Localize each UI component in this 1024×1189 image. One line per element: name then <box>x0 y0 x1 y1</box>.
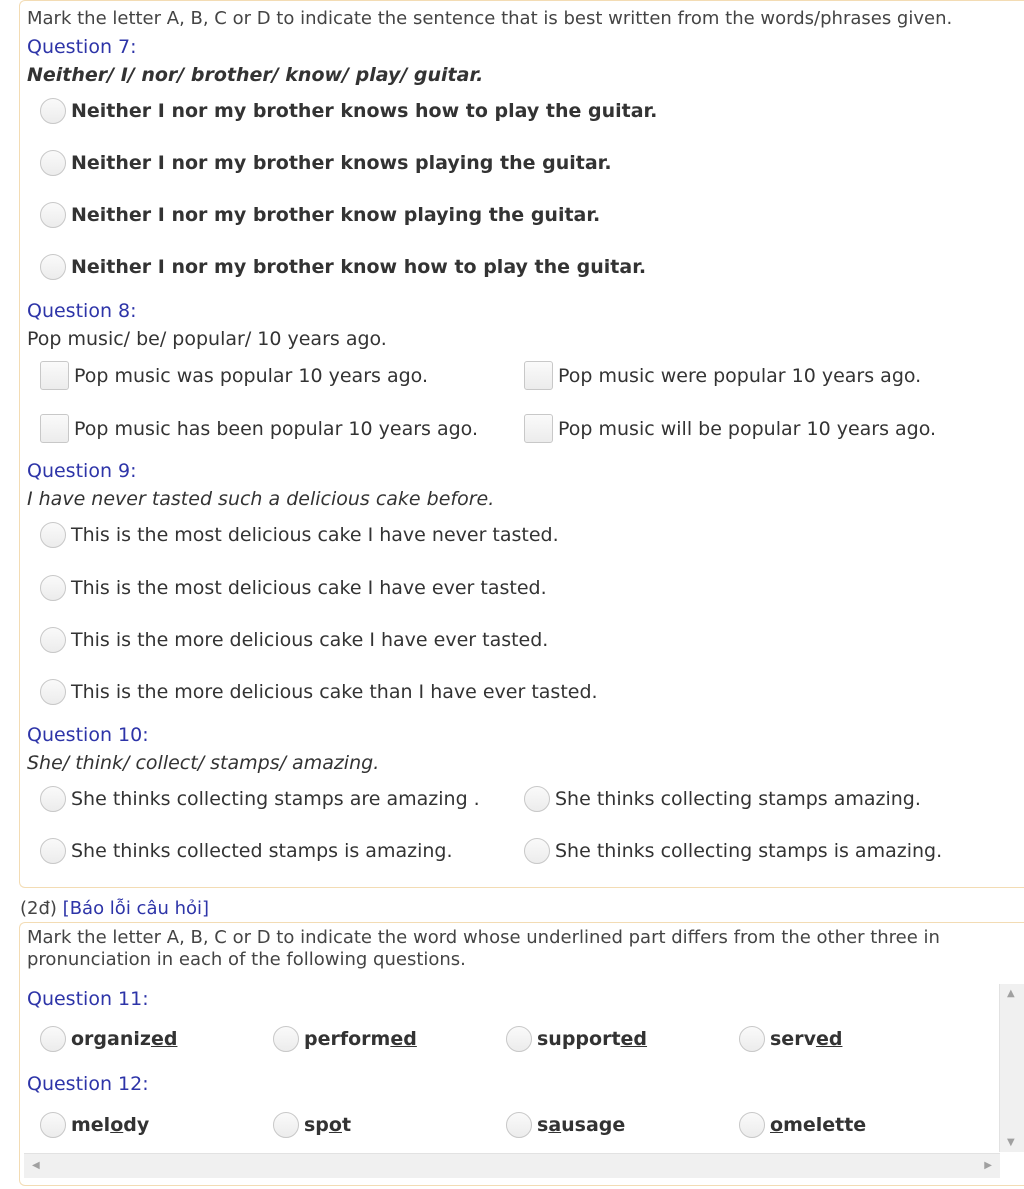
q12-option-a[interactable] <box>40 1112 149 1138</box>
question-8-prompt: Pop music/ be/ popular/ 10 years ago. <box>27 328 387 350</box>
radio-button[interactable] <box>524 786 550 812</box>
question-10-title: Question 10: <box>27 724 149 746</box>
radio-button[interactable] <box>40 254 66 280</box>
scroll-left-arrow-icon[interactable]: ◀ <box>32 1160 40 1171</box>
q9-option-d[interactable] <box>40 679 598 705</box>
radio-button[interactable] <box>273 1026 299 1052</box>
radio-button[interactable] <box>40 679 66 705</box>
q11-option-a-label: organized <box>71 1028 178 1050</box>
radio-button[interactable] <box>506 1112 532 1138</box>
section1-instruction: Mark the letter A, B, C or D to indicate the sentence that is best written from the words/phrases given. <box>27 8 953 29</box>
q12-option-b-label: spot <box>304 1114 352 1136</box>
radio-button[interactable] <box>739 1112 765 1138</box>
checkbox[interactable] <box>40 361 69 390</box>
radio-button[interactable] <box>40 1026 66 1052</box>
score-label <box>20 898 209 919</box>
report-error-link[interactable]: [Báo lỗi câu hỏi] <box>62 898 210 919</box>
q8-option-a[interactable] <box>40 361 428 390</box>
q12-option-d-label: omelette <box>770 1114 867 1136</box>
q9-option-c[interactable] <box>40 627 548 653</box>
question-7-prompt: Neither/ I/ nor/ brother/ know/ play/ guitar. <box>27 64 484 86</box>
q9-option-c-label: This is the more delicious cake I have ever tasted. <box>71 629 549 651</box>
q7-option-c-label: Neither I nor my brother know playing the guitar. <box>71 204 601 226</box>
q12-option-c[interactable] <box>506 1112 625 1138</box>
question-11-title: Question 11: <box>27 988 149 1010</box>
q12-option-c-label: sausage <box>537 1114 626 1136</box>
q7-option-a[interactable] <box>40 98 657 124</box>
question-8-title: Question 8: <box>27 300 137 322</box>
q10-option-b-label: She thinks collecting stamps amazing. <box>555 788 921 810</box>
q10-option-c-label: She thinks collected stamps is amazing. <box>71 840 453 862</box>
question-9-prompt: I have never tasted such a delicious cake before. <box>27 488 495 510</box>
checkbox[interactable] <box>40 414 69 443</box>
q7-option-d-label: Neither I nor my brother know how to play the guitar. <box>71 256 647 278</box>
q12-option-a-label: melody <box>71 1114 150 1136</box>
radio-button[interactable] <box>40 150 66 176</box>
q8-option-b[interactable] <box>524 361 921 390</box>
scroll-down-arrow-icon[interactable]: ▼ <box>1007 1137 1015 1148</box>
q10-option-a-label: She thinks collecting stamps are amazing . <box>71 788 480 810</box>
q11-option-c-label: supported <box>537 1028 648 1050</box>
q10-option-d-label: She thinks collecting stamps is amazing. <box>555 840 943 862</box>
q7-option-a-label: Neither I nor my brother knows how to play the guitar. <box>71 100 658 122</box>
vertical-scrollbar[interactable] <box>999 984 1024 1152</box>
q10-option-d[interactable] <box>524 838 942 864</box>
q8-option-c[interactable] <box>40 414 478 443</box>
q11-option-b[interactable] <box>273 1026 417 1052</box>
radio-button[interactable] <box>273 1112 299 1138</box>
scroll-up-arrow-icon[interactable]: ▲ <box>1007 988 1015 999</box>
q7-option-b-label: Neither I nor my brother knows playing the guitar. <box>71 152 612 174</box>
question-7-title: Question 7: <box>27 36 137 58</box>
horizontal-scrollbar[interactable] <box>24 1153 1000 1178</box>
q9-option-a-label: This is the most delicious cake I have never tasted. <box>71 524 559 546</box>
q8-option-c-label: Pop music has been popular 10 years ago. <box>74 417 479 440</box>
checkbox[interactable] <box>524 361 553 390</box>
radio-button[interactable] <box>739 1026 765 1052</box>
radio-button[interactable] <box>40 627 66 653</box>
q11-option-b-label: performed <box>304 1028 417 1050</box>
q8-option-b-label: Pop music were popular 10 years ago. <box>558 364 922 387</box>
q9-option-a[interactable] <box>40 522 559 548</box>
question-9-title: Question 9: <box>27 460 137 482</box>
question-12-title: Question 12: <box>27 1073 149 1095</box>
q11-option-a[interactable] <box>40 1026 177 1052</box>
q12-option-d[interactable] <box>739 1112 866 1138</box>
radio-button[interactable] <box>40 786 66 812</box>
question-10-prompt: She/ think/ collect/ stamps/ amazing. <box>27 752 380 774</box>
q9-option-b[interactable] <box>40 575 547 601</box>
section2-instruction-line2: pronunciation in each of the following questions. <box>27 949 466 970</box>
q7-option-d[interactable] <box>40 254 646 280</box>
q9-option-d-label: This is the more delicious cake than I have ever tasted. <box>71 681 598 703</box>
score-points: (2đ) <box>20 898 57 919</box>
q10-option-c[interactable] <box>40 838 453 864</box>
q11-option-d-label: served <box>770 1028 843 1050</box>
radio-button[interactable] <box>506 1026 532 1052</box>
q12-option-b[interactable] <box>273 1112 351 1138</box>
scroll-right-arrow-icon[interactable]: ▶ <box>984 1160 992 1171</box>
q10-option-a[interactable] <box>40 786 480 812</box>
radio-button[interactable] <box>524 838 550 864</box>
checkbox[interactable] <box>524 414 553 443</box>
q10-option-b[interactable] <box>524 786 921 812</box>
radio-button[interactable] <box>40 202 66 228</box>
q7-option-c[interactable] <box>40 202 600 228</box>
radio-button[interactable] <box>40 98 66 124</box>
q11-option-c[interactable] <box>506 1026 647 1052</box>
section2-instruction-line1: Mark the letter A, B, C or D to indicate the word whose underlined part differs from the other three in <box>27 927 940 948</box>
q8-option-d-label: Pop music will be popular 10 years ago. <box>558 417 937 440</box>
q7-option-b[interactable] <box>40 150 612 176</box>
radio-button[interactable] <box>40 575 66 601</box>
q9-option-b-label: This is the most delicious cake I have ever tasted. <box>71 577 547 599</box>
q11-option-d[interactable] <box>739 1026 842 1052</box>
q8-option-d[interactable] <box>524 414 936 443</box>
radio-button[interactable] <box>40 1112 66 1138</box>
q8-option-a-label: Pop music was popular 10 years ago. <box>74 364 428 387</box>
radio-button[interactable] <box>40 838 66 864</box>
radio-button[interactable] <box>40 522 66 548</box>
